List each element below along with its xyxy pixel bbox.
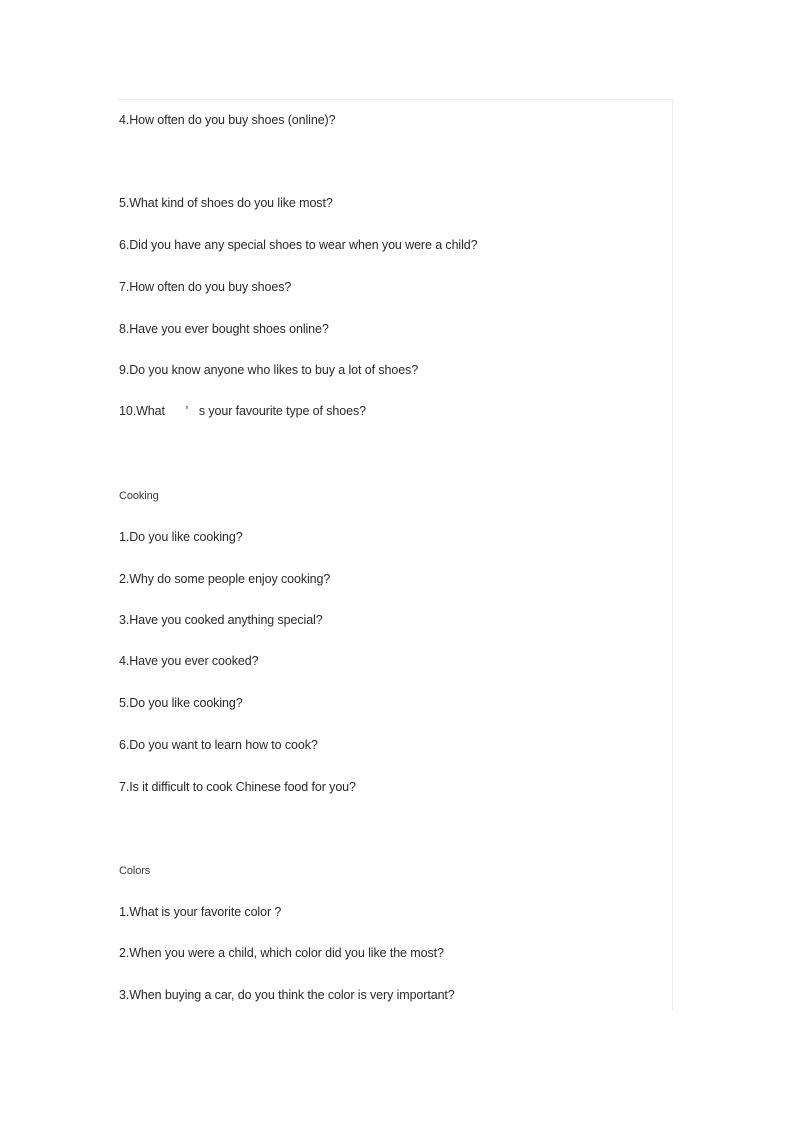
shoes-question-10-start: 10.What: [119, 404, 165, 418]
shoes-question-8: 8.Have you ever bought shoes online?: [119, 322, 329, 336]
page-frame: [118, 99, 673, 1011]
shoes-question-7: 7.How often do you buy shoes?: [119, 280, 292, 294]
colors-heading: Colors: [119, 865, 151, 877]
shoes-question-10: [119, 403, 366, 419]
shoes-question-5: 5.What kind of shoes do you like most?: [119, 196, 333, 210]
colors-question-1: 1.What is your favorite color ?: [119, 905, 282, 919]
cooking-question-5: 5.Do you like cooking?: [119, 696, 243, 710]
cooking-question-1: 1.Do you like cooking?: [119, 530, 243, 544]
shoes-question-4: 4.How often do you buy shoes (online)?: [119, 113, 336, 127]
shoes-question-10-end: s your favourite type of shoes?: [198, 404, 366, 418]
shoes-question-10-apostrophe: ’: [185, 404, 189, 418]
cooking-question-6: 6.Do you want to learn how to cook?: [119, 738, 318, 752]
cooking-question-2: 2.Why do some people enjoy cooking?: [119, 572, 331, 586]
colors-question-3: 3.When buying a car, do you think the color is very important?: [119, 988, 455, 1002]
cooking-question-4: 4.Have you ever cooked?: [119, 654, 259, 668]
cooking-question-7: 7.Is it difficult to cook Chinese food for you?: [119, 780, 356, 794]
shoes-question-6: 6.Did you have any special shoes to wear when you were a child?: [119, 238, 478, 252]
colors-question-2: 2.When you were a child, which color did you like the most?: [119, 946, 444, 960]
shoes-question-9: 9.Do you know anyone who likes to buy a lot of shoes?: [119, 363, 419, 377]
cooking-heading: Cooking: [119, 490, 159, 502]
cooking-question-3: 3.Have you cooked anything special?: [119, 613, 323, 627]
